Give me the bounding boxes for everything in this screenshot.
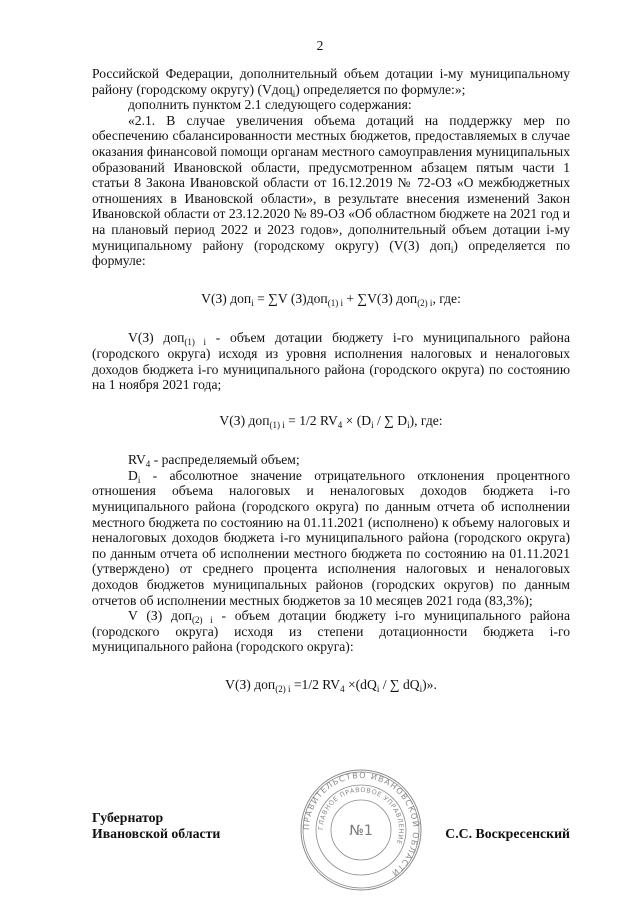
official-seal-stamp <box>286 768 436 892</box>
paragraph-definition-rv4: $RV_4$ - распределяемый объем; <box>128 452 300 470</box>
formula-v1: V(З) доп$_{(1) i}$ = 1/2 $RV_4 \times (D_i$ / ∑ $D_i$), где: <box>219 412 443 430</box>
seal-inner-text: ГЛАВНОЕ ПРАВОВОЕ УПРАВЛЕНИЕ <box>316 785 406 846</box>
paragraph-definition-v2: V (З) доп$_{(2) i}$ - объем дотации бюджету i-го муниципального района (городского округа) исходя из степени дотационности бюджета i-го муниципального района (городского округа): <box>92 608 570 655</box>
formula-v2: V(З) доп$_{(2) i}$ =1/2 $RV_4 \times(dQ_i$ / ∑ $dQ_i$)». <box>225 677 437 694</box>
seal-outer-text: ПРАВИТЕЛЬСТВО ИВАНОВСКОЙ ОБЛАСТИ <box>301 770 421 879</box>
signatory-name: С.С. Воскресенский <box>445 826 570 841</box>
seal-center-text: №1 <box>349 823 373 839</box>
paragraph-clause-2-1: «2.1. В случае увеличения объема дотаций на поддержку мер по обеспечению сбалансированности местных бюджетов, предоставляемых в случае оказания финансовой помощи органам местного самоуправления муниципальных образований Ивановской области, предусмотренном абзацем пятым части 1 статьи 8 Закона Ивановской области от 16.12.2019 № 72-ОЗ «О межбюджетных отношениях в Ивановской области», в результате внесения изменений Закон Ивановской области от 23.12.2020 № 89-ОЗ «Об областном бюджете на 2021 год и на плановый период 2022 и 2023 годов», дополнительный объем дотации i-му муниципальному району (городскому округу) (V(З) доп$_i$) определяется по формуле: <box>92 112 571 269</box>
formula-total: V(З) доп$_i$ = ∑V (З)доп$_{(1) i}$ + ∑V(З) доп$_{(2) i}$, где: <box>201 290 461 308</box>
paragraph-intro: Российской Федерации, дополнительный объем дотации i-му муниципальному району (городскому округу) (Vдоц$_i$) определяется по формуле:»; <box>92 66 570 99</box>
signatory-title: Губернатор Ивановской области <box>92 810 221 841</box>
document-body <box>92 66 570 693</box>
paragraph-definition-v1: V(З) доп$_{(1) i}$ - объем дотации бюджету i-го муниципального района (городского округа) исходя из уровня исполнения налоговых и неналоговых доходов бюджета i-го муниципального района (городского округа) по состоянию на 1 ноября 2021 года; <box>92 330 570 393</box>
paragraph-definition-di: $D_i$ - абсолютное значение отрицательного отклонения процентного отношения объема налоговых и неналоговых доходов бюджета i-го муниципального района (городского округа) по данным отчета об исполнении местного бюджета по состоянию на 01.11.2021 (исполнено) к объему налоговых и неналоговых доходов бюджета i-го муниципального района (городского округа) по данным отчета об исполнении местного бюджета по состоянию на 01.11.2021 (утверждено) от среднего процента исполнения налоговых и неналоговых доходов бюджетов муниципальных районов (городских округов) по данным отчетов об исполнении местных бюджетов за 10 месяцев 2021 года (83,3%); <box>92 467 570 608</box>
page-number: 2 <box>316 38 324 53</box>
paragraph-add-clause: дополнить пунктом 2.1 следующего содержания: <box>128 97 412 113</box>
